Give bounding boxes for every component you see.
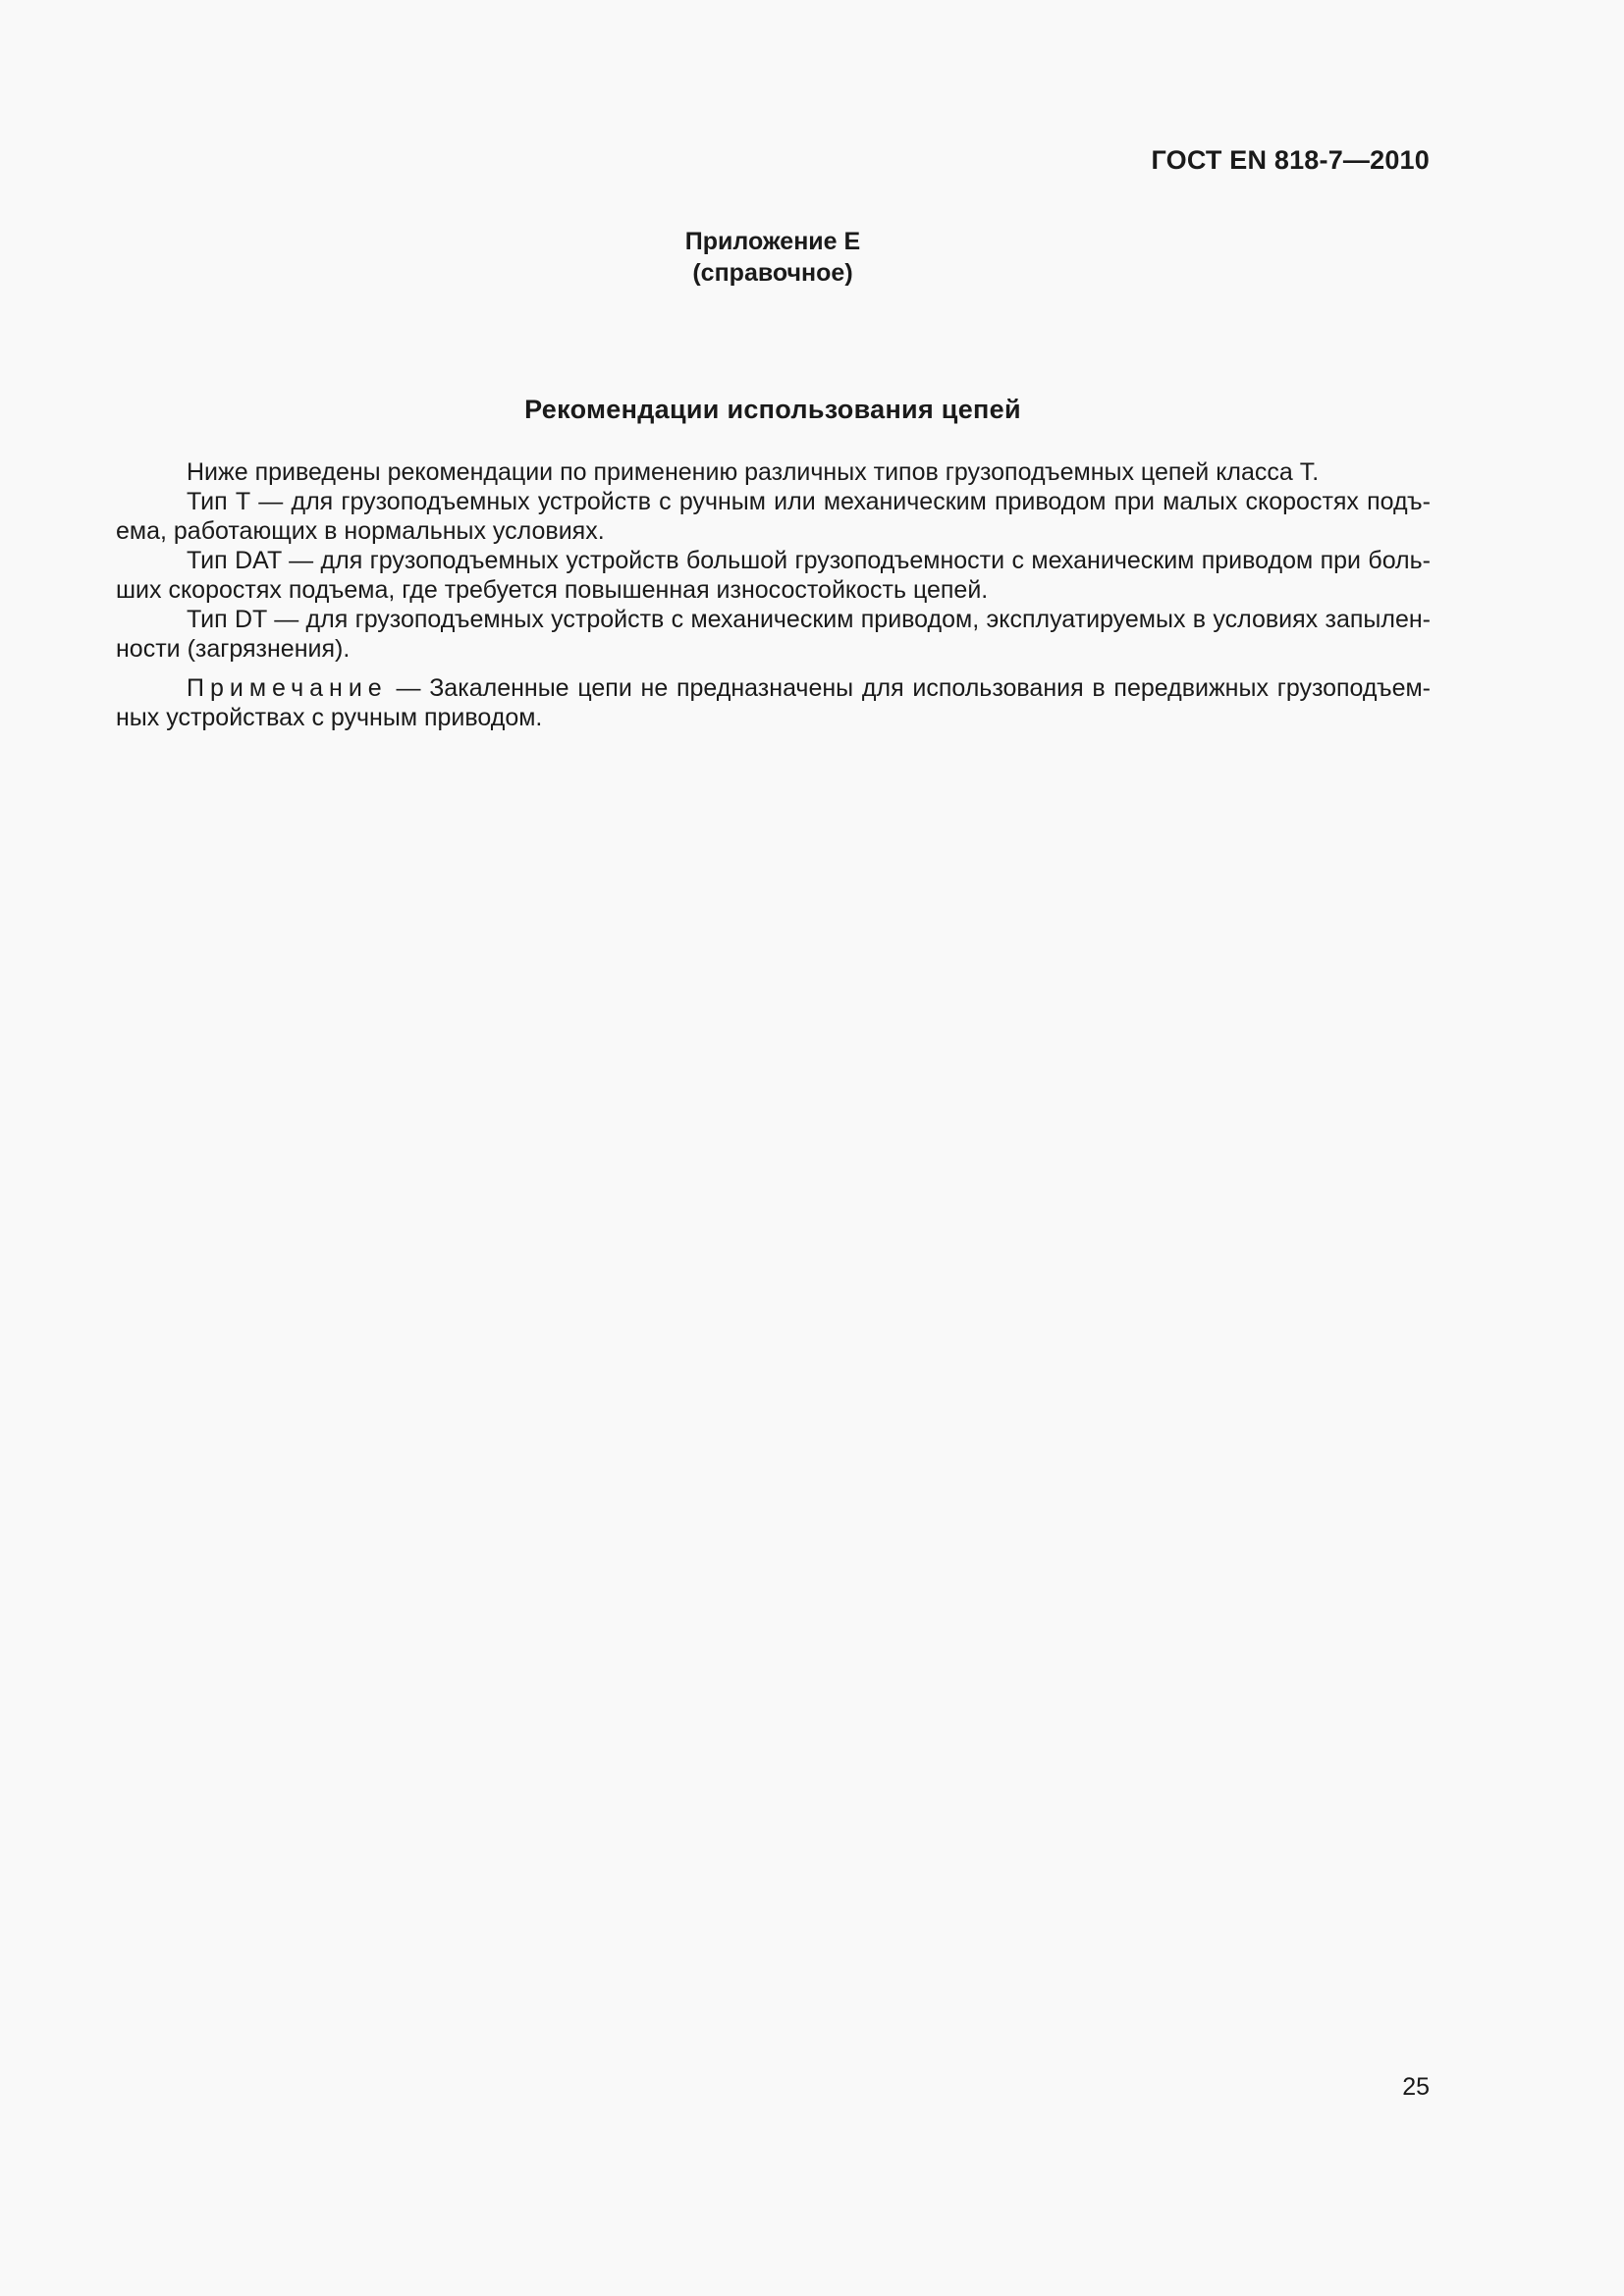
paragraph-type-dt: Тип DT — для грузоподъемных устройств с механическим приводом, эксплуатируемых в условиях запылен-ности (загрязнения). [116,606,1431,663]
note-label: Примечание [187,674,388,702]
section-title: Рекомендации использования цепей [524,395,1021,424]
body-text [116,457,1431,732]
note-paragraph [116,673,1431,732]
paragraph-intro: Ниже приведены рекомендации по применению различных типов грузоподъемных цепей класса Т. [187,458,1320,486]
document-code: ГОСТ EN 818-7—2010 [1151,145,1430,175]
note-text: — Закаленные цепи не предназначены для использования в передвижных грузоподъем-ных устройствах с ручным приводом. [116,674,1431,731]
annex-status: (справочное) [692,259,853,287]
paragraph-type-dat: Тип DAT — для грузоподъемных устройств большой грузоподъемности с механическим приводом при боль-ших скоростях подъема, где требуется повышенная износостойкость цепей. [116,547,1431,604]
annex-title: Приложение Е [684,228,861,255]
paragraph-type-t: Тип Т — для грузоподъемных устройств с ручным или механическим приводом при малых скоростях подъ-ема, работающих в нормальных условиях. [116,488,1431,545]
page-number: 25 [1402,2073,1430,2101]
annex-heading [0,226,1545,289]
